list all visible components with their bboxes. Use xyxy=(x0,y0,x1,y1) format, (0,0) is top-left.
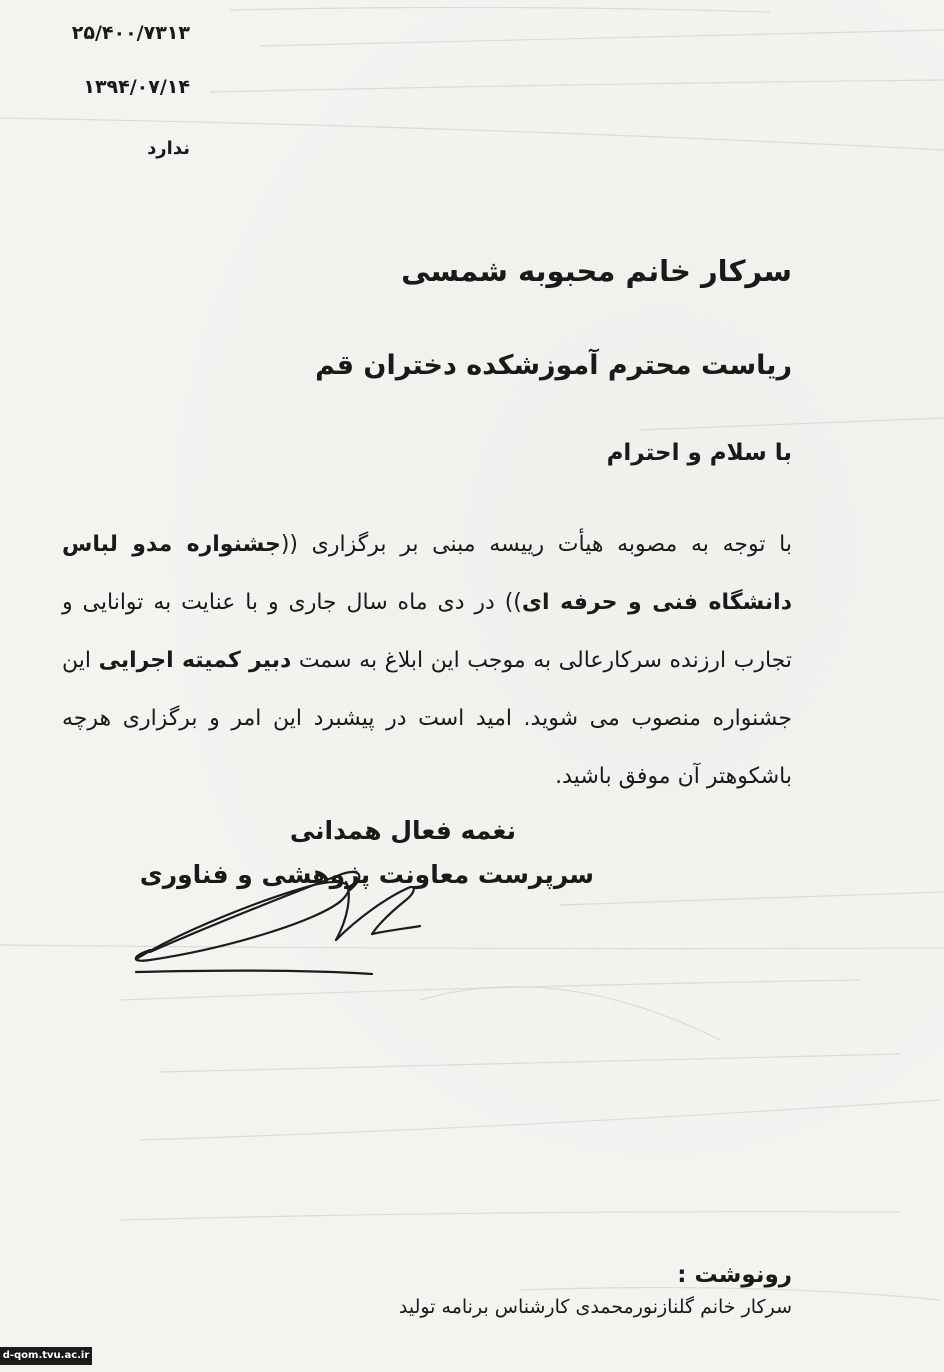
cc-recipient: سرکار خانم گلنازنورمحمدی کارشناس برنامه تولید xyxy=(398,1296,792,1318)
signer-title: سرپرست معاونت پژوهشی و فناوری xyxy=(139,860,594,889)
recipient-name: سرکار خانم محبوبه شمسی xyxy=(401,254,792,288)
greeting: با سلام و احترام xyxy=(606,440,792,466)
letter-body xyxy=(62,516,792,806)
body-text-2: )) در دی ماه سال جاری و با عنایت به توانایی و تجارب ارزنده سرکارعالی به موجب این ابلاغ به سمت xyxy=(62,590,792,673)
recipient-title: ریاست محترم آموزشکده دختران قم xyxy=(315,350,792,381)
body-text-3: این جشنواره منصوب می شوید. امید است در پیشبرد این امر و برگزاری هرچه باشکوهتر آن موفق باشید. xyxy=(62,648,792,789)
letter-number: ۲۵/۴۰۰/۷۳۱۳ xyxy=(71,22,190,44)
letter-date: ۱۳۹۴/۰۷/۱۴ xyxy=(83,76,190,98)
festival-name: جشنواره مدو لباس دانشگاه فنی و حرفه ای xyxy=(62,532,792,615)
body-text-1: با توجه به مصوبه هیأت رییسه مبنی بر برگزاری (( xyxy=(280,532,793,557)
site-watermark: d-qom.tvu.ac.ir xyxy=(0,1347,92,1365)
cc-label: رونوشت : xyxy=(677,1262,792,1288)
letter-attachment: ندارد xyxy=(147,138,190,159)
signer-name: نغمه فعال همدانی xyxy=(289,816,516,845)
appointed-role: دبیر کمیته اجرایی xyxy=(98,648,292,673)
handwritten-signature xyxy=(110,860,430,990)
